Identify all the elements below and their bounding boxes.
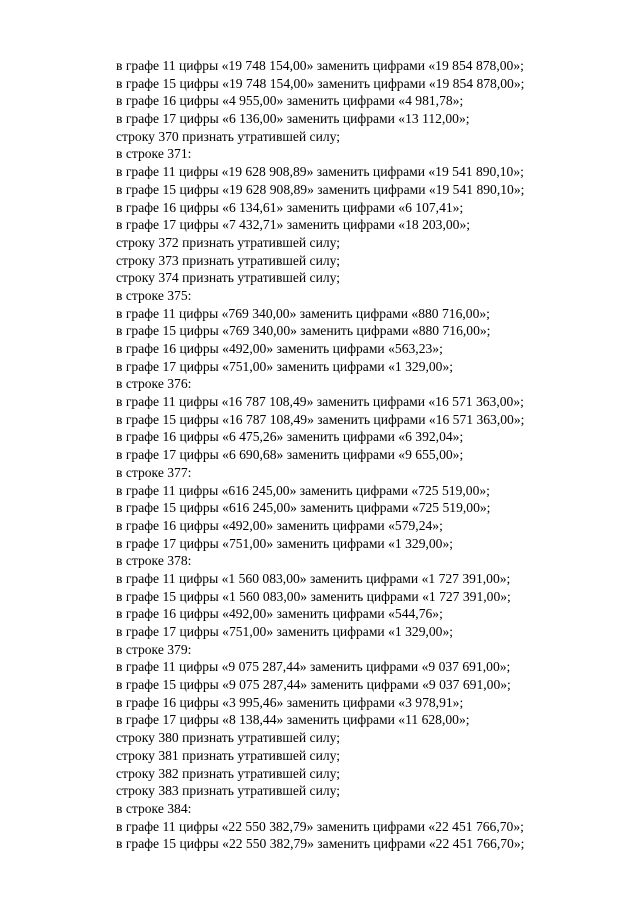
document-line: в графе 15 цифры «22 550 382,79» заменить цифрами «22 451 766,70»;: [116, 836, 525, 852]
document-line: в графе 16 цифры «492,00» заменить цифрами «563,23»;: [116, 341, 443, 356]
document-line: в графе 11 цифры «16 787 108,49» заменить цифрами «16 571 363,00»;: [116, 394, 524, 410]
document-line: в графе 15 цифры «16 787 108,49» заменить цифрами «16 571 363,00»;: [116, 411, 525, 427]
document-line: в графе 11 цифры «22 550 382,79» заменить цифрами «22 451 766,70»;: [116, 818, 524, 834]
document-line: в графе 16 цифры «492,00» заменить цифрами «544,76»;: [116, 606, 443, 622]
document-line: в графе 15 цифры «19 628 908,89» заменить цифрами «19 541 890,10»;: [116, 181, 525, 197]
document-line: в графе 17 цифры «6 136,00» заменить цифрами «13 112,00»;: [116, 111, 470, 127]
document-line: в графе 16 цифры «6 134,61» заменить цифрами «6 107,41»;: [116, 199, 464, 215]
document-line: в графе 15 цифры «1 560 083,00» заменить цифрами «1 727 391,00»;: [116, 588, 511, 604]
document-line: в графе 16 цифры «4 955,00» заменить цифрами «4 981,78»;: [116, 93, 464, 109]
document-line: в строке 377:: [116, 464, 192, 480]
document-line: строку 382 признать утратившей силу;: [116, 765, 341, 781]
document-line: в графе 15 цифры «9 075 287,44» заменить цифрами «9 037 691,00»;: [116, 677, 511, 693]
document-line: в графе 11 цифры «9 075 287,44» заменить цифрами «9 037 691,00»;: [116, 659, 511, 675]
document-line: в графе 16 цифры «6 475,26» заменить цифрами «6 392,04»;: [116, 429, 464, 445]
document-line: строку 381 признать утратившей силу;: [116, 747, 341, 763]
document-line: в графе 16 цифры «3 995,46» заменить цифрами «3 978,91»;: [116, 694, 464, 710]
document-line: в графе 11 цифры «616 245,00» заменить цифрами «725 519,00»;: [116, 482, 490, 498]
document-line: в графе 17 цифры «7 432,71» заменить цифрами «18 203,00»;: [116, 217, 471, 233]
document-line: в графе 17 цифры «751,00» заменить цифрами «1 329,00»;: [116, 624, 454, 639]
document-line: строку 380 признать утратившей силу;: [116, 730, 341, 746]
document-body: [116, 57, 596, 853]
document-line: в графе 17 цифры «6 690,68» заменить цифрами «9 655,00»;: [116, 447, 464, 463]
document-line: строку 383 признать утратившей силу;: [116, 783, 341, 799]
document-line: в строке 384:: [116, 800, 192, 816]
document-line: в графе 17 цифры «8 138,44» заменить цифрами «11 628,00»;: [116, 712, 470, 728]
document-line: строку 373 признать утратившей силу;: [116, 252, 341, 268]
document-line: в графе 11 цифры «19 748 154,00» заменить цифрами «19 854 878,00»;: [116, 58, 524, 73]
document-line: в строке 378:: [116, 553, 192, 569]
document-line: в графе 11 цифры «769 340,00» заменить цифрами «880 716,00»;: [116, 305, 490, 321]
document-line: в строке 375:: [116, 287, 192, 303]
document-line: в графе 11 цифры «1 560 083,00» заменить цифрами «1 727 391,00»;: [116, 570, 511, 586]
document-line: в графе 15 цифры «616 245,00» заменить цифрами «725 519,00»;: [116, 500, 491, 516]
document-line: строку 374 признать утратившей силу;: [116, 270, 341, 286]
document-line: в графе 16 цифры «492,00» заменить цифрами «579,24»;: [116, 517, 443, 533]
document-line: строку 370 признать утратившей силу;: [116, 128, 341, 144]
document-line: в строке 371:: [116, 146, 192, 162]
document-line: в строке 379:: [116, 641, 192, 657]
document-line: в графе 15 цифры «769 340,00» заменить цифрами «880 716,00»;: [116, 323, 491, 339]
document-line: в графе 11 цифры «19 628 908,89» заменить цифрами «19 541 890,10»;: [116, 164, 524, 180]
document-line: в строке 376:: [116, 376, 192, 392]
document-line: в графе 17 цифры «751,00» заменить цифрами «1 329,00»;: [116, 358, 454, 374]
document-line: в графе 17 цифры «751,00» заменить цифрами «1 329,00»;: [116, 535, 454, 551]
document-line: строку 372 признать утратившей силу;: [116, 234, 341, 250]
document-line: в графе 15 цифры «19 748 154,00» заменить цифрами «19 854 878,00»;: [116, 75, 525, 91]
